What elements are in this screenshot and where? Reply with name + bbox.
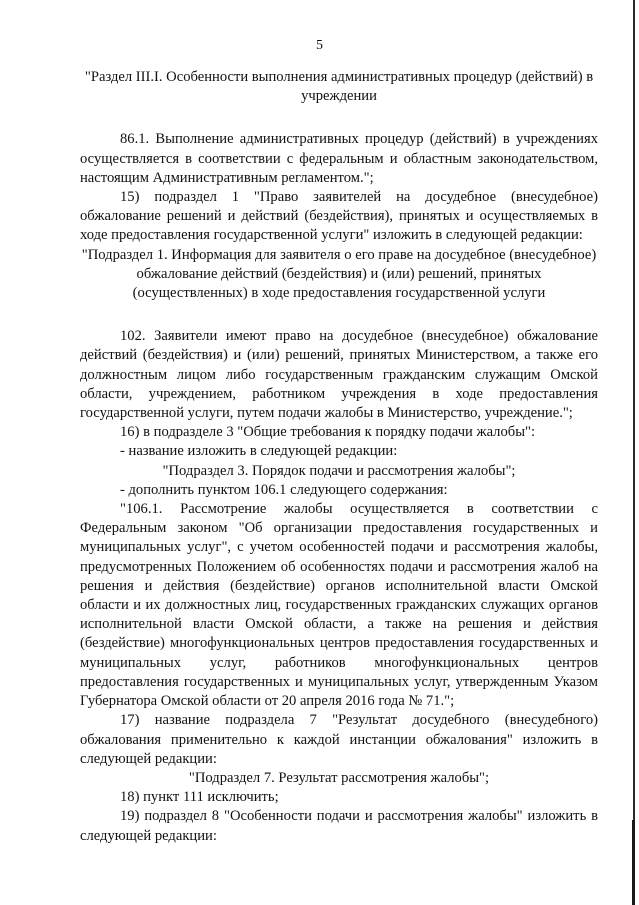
page-edge-line xyxy=(633,0,635,905)
subsection-3-title: "Подраздел 3. Порядок подачи и рассмотрения жалобы"; xyxy=(162,462,516,479)
paragraph-item-18: 18) пункт 111 исключить; xyxy=(120,789,279,806)
paragraph-item-17: 17) название подраздела 7 "Результат досудебного (внесудебного) обжалования применительно к каждой инстанции обжалования" изложить в следующей редакции: xyxy=(80,712,598,767)
paragraph-rename: - название изложить в следующей редакции: xyxy=(120,443,398,460)
paragraph-106-1: "106.1. Рассмотрение жалобы осуществляется в соответствии с Федеральным законом "Об организации предоставления государственных и муниципальных услуг", с учетом особенностей подачи и рассмотрения жалобы, предусмотренных Положением об особенностях подачи и рассмотрения жалоб на решения и действия (бездействие) органов исполнительной власти Омской области и их должностных лиц, государственных гражданских служащих органов исполнительной власти Омской области, а также на решения и действия (бездействие) многофункциональных центров предоставления государственных и муниципальных услуг, работников многофункциональных центров предоставления государственных и муниципальных услуг, утвержденным Указом Губернатора Омской области от 20 апреля 2016 года № 71."; xyxy=(80,501,598,710)
page-number: 5 xyxy=(316,38,323,53)
paragraph-item-19: 19) подраздел 8 "Особенности подачи и рассмотрения жалобы" изложить в следующей редакции: xyxy=(80,808,598,844)
page-edge-shadow xyxy=(632,820,635,905)
paragraph-86-1: 86.1. Выполнение административных процедур (действий) в учреждениях осуществляется в соответствии с федеральным и областным законодательством, настоящим Административным регламентом."; xyxy=(80,131,598,186)
paragraph-add-106-1: - дополнить пунктом 106.1 следующего содержания: xyxy=(120,481,448,498)
section-title: "Раздел III.I. Особенности выполнения административных процедур (действий) в учреждении xyxy=(84,69,594,105)
paragraph-item-16: 16) в подразделе 3 "Общие требования к порядку подачи жалобы": xyxy=(120,424,536,441)
paragraph-item-15: 15) подраздел 1 "Право заявителей на досудебное (внесудебное) обжалование решений и действий (бездействия), принятых и осуществляемых в ходе предоставления государственной услуги" изложить в следующей редакции: xyxy=(80,189,598,244)
subsection-7-title: "Подраздел 7. Результат рассмотрения жалобы"; xyxy=(188,769,490,786)
subsection-1-title: "Подраздел 1. Информация для заявителя о его праве на досудебное (внесудебное) обжалование действий (бездействия) и (или) решений, принятых (осуществленных) в ходе предоставления государственной услуги xyxy=(81,246,597,302)
document-body xyxy=(80,64,598,846)
paragraph-102: 102. Заявители имеют право на досудебное (внесудебное) обжалование действий (бездействия) и (или) решений, принятых Министерством, а также его должностным лицом либо государственным гражданским служащим Омской области, учреждением, работником учреждения в ходе предоставления государственной услуги, путем подачи жалобы в Министерство, учреждение."; xyxy=(80,328,598,422)
